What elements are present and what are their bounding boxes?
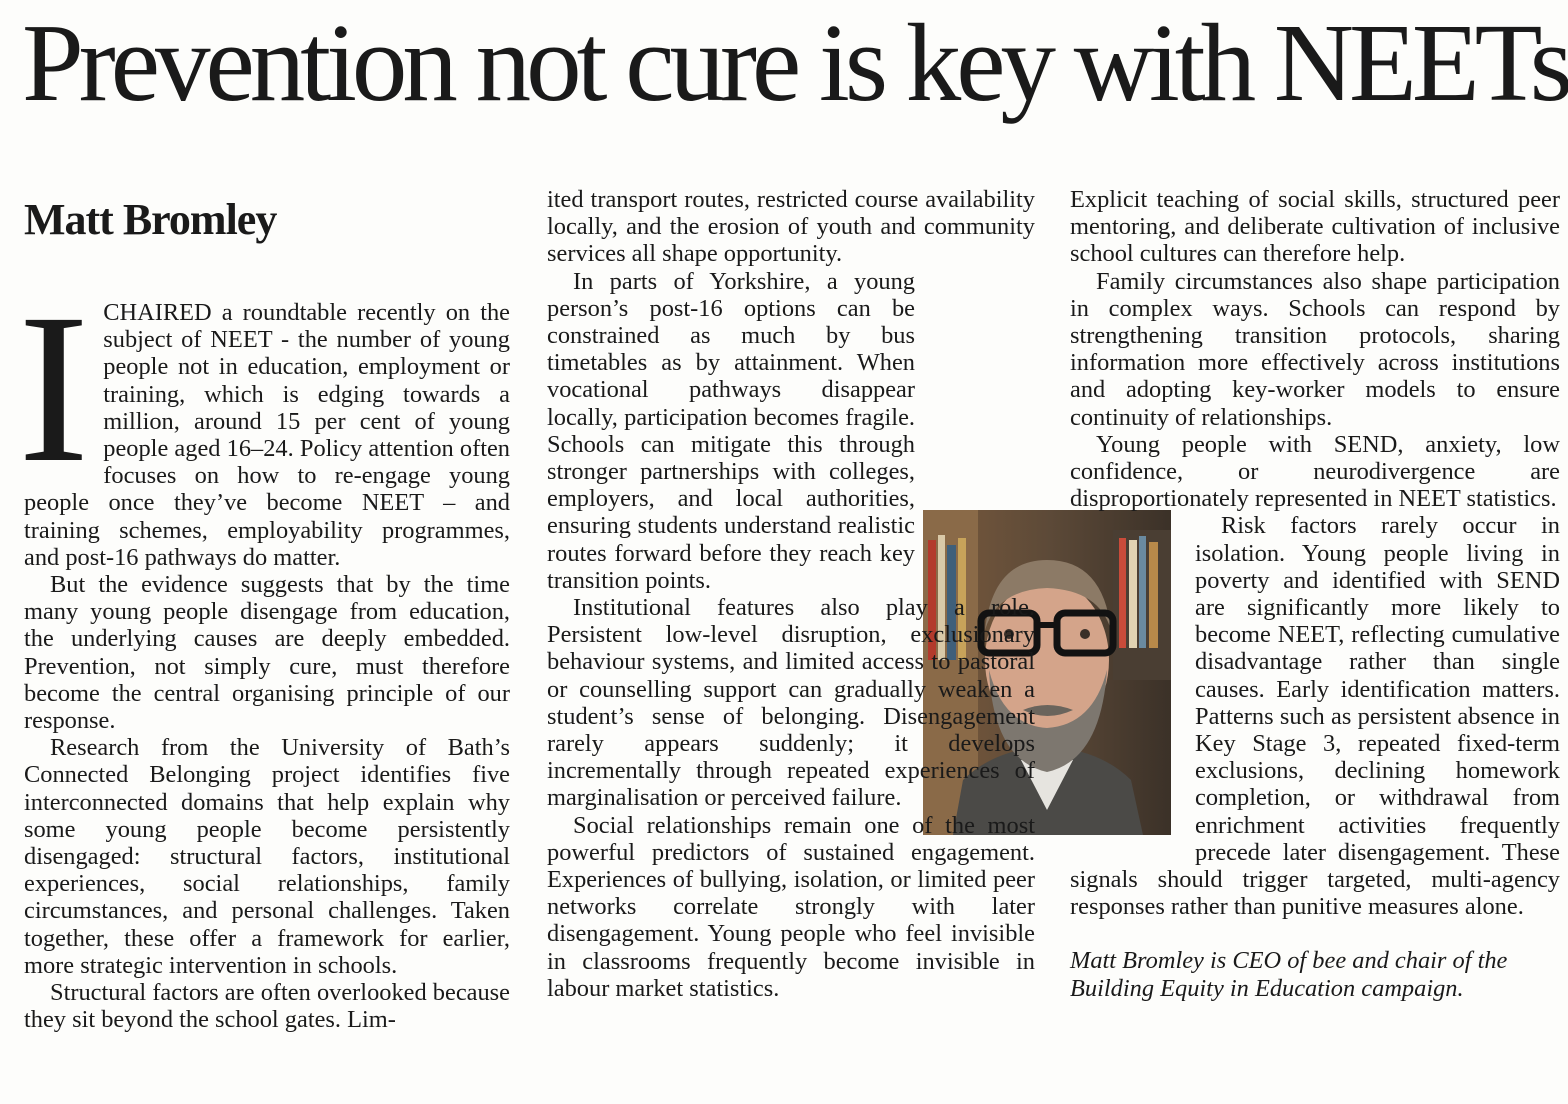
photo-wrap-space bbox=[915, 268, 1035, 548]
byline: Matt Bromley bbox=[24, 195, 277, 244]
paragraph-8: Explicit teaching of social skills, structured peer mentoring, and deliberate cultivation of inclusive school cultures can therefore help. bbox=[1070, 186, 1560, 268]
drop-cap: I bbox=[18, 270, 90, 507]
paragraph-4-start: Structural factors are often overlooked because they sit beyond the school gates. Lim- bbox=[24, 979, 510, 1034]
paragraph-9: Family circumstances also shape participation in complex ways. Schools can respond by strengthening transition protocols, sharing information more effectively across institutions and adopting key-worker models to ensure continuity of relationships. bbox=[1070, 267, 1560, 431]
photo-wrap-space-2 bbox=[1070, 512, 1195, 844]
paragraph-3: Research from the University of Bath’s Connected Belonging project identifies five interconnected domains that help explain why some young people become persistently disengaged: structural factors, institutional experiences, social relationships, family circumstances, and personal challenges. Taken together, these offer a framework for earlier, more strategic intervention in schools. bbox=[24, 734, 510, 979]
column-2 bbox=[547, 186, 1035, 1064]
paragraph-10: Young people with SEND, anxiety, low confidence, or neurodivergence are disproportionately represented in NEET statistics. bbox=[1070, 430, 1560, 513]
headline: Prevention not cure is key with NEETs bbox=[22, 2, 1568, 125]
author-signoff: Matt Bromley is CEO of bee and chair of the Building Equity in Education campaign. bbox=[1070, 947, 1508, 1002]
paragraph-2: But the evidence suggests that by the time many young people disengage from education, the underlying causes are deeply embedded. Prevention, not simply cure, must therefore become the central organising principle of our response. bbox=[24, 571, 510, 735]
paragraph-5: In parts of Yorkshire, a young person’s post-16 options can be constrained as much by bus timetables as by attainment. When vocational pathways disappear locally, participation becomes fragile. Schools can mitigate this through stronger partnerships with colleges, employers, and local authorities, ensuring students understand realistic routes forward before they reach key transition points. bbox=[547, 268, 1035, 594]
paragraph-4-continued: ited transport routes, restricted course availability locally, and the erosion of youth and community services all shape opportunity. bbox=[547, 186, 1035, 268]
paragraph-11: Risk factors rarely occur in isolation. Young people living in poverty and identified with SEND are significantly more likely to become NEET, reflecting cumulative disadvantage rather than single causes. Early identification matters. Patterns such as persistent absence in Key Stage 3, repeated fixed-term exclusions, declining homework completion, or withdrawal from enrichment activities frequently precede later disengagement. These signals should trigger targeted, multi-agency responses rather than punitive measures alone. bbox=[1070, 512, 1560, 921]
column-3 bbox=[1070, 186, 1560, 1064]
column-1 bbox=[18, 186, 510, 1064]
paragraph-6: Institutional features also play a role. Persistent low-level disruption, exclusionary behaviour systems, and limited access to pastoral or counselling support can gradually weaken a student’s sense of belonging. Disengagement rarely appears suddenly; it develops incrementally through repeated experiences of marginalisation or perceived failure. bbox=[547, 594, 1035, 812]
paragraph-7: Social relationships remain one of the most powerful predictors of sustained engagement. Experiences of bullying, isolation, or limited peer networks correlate strongly with later disengagement. Young people who feel invisible in classrooms frequently become invisible in labour market statistics. bbox=[547, 811, 1035, 1002]
paragraph-1: ICHAIRED a roundtable recently on the subject of NEET - the number of young people not in education, employment or training, which is edging towards a million, around 15 per cent of young people aged 16–24. Policy attention often focuses on how to re-engage young people once they’ve become NEET – and training schemes, employability programmes, and post-16 pathways do matter. bbox=[18, 270, 510, 571]
